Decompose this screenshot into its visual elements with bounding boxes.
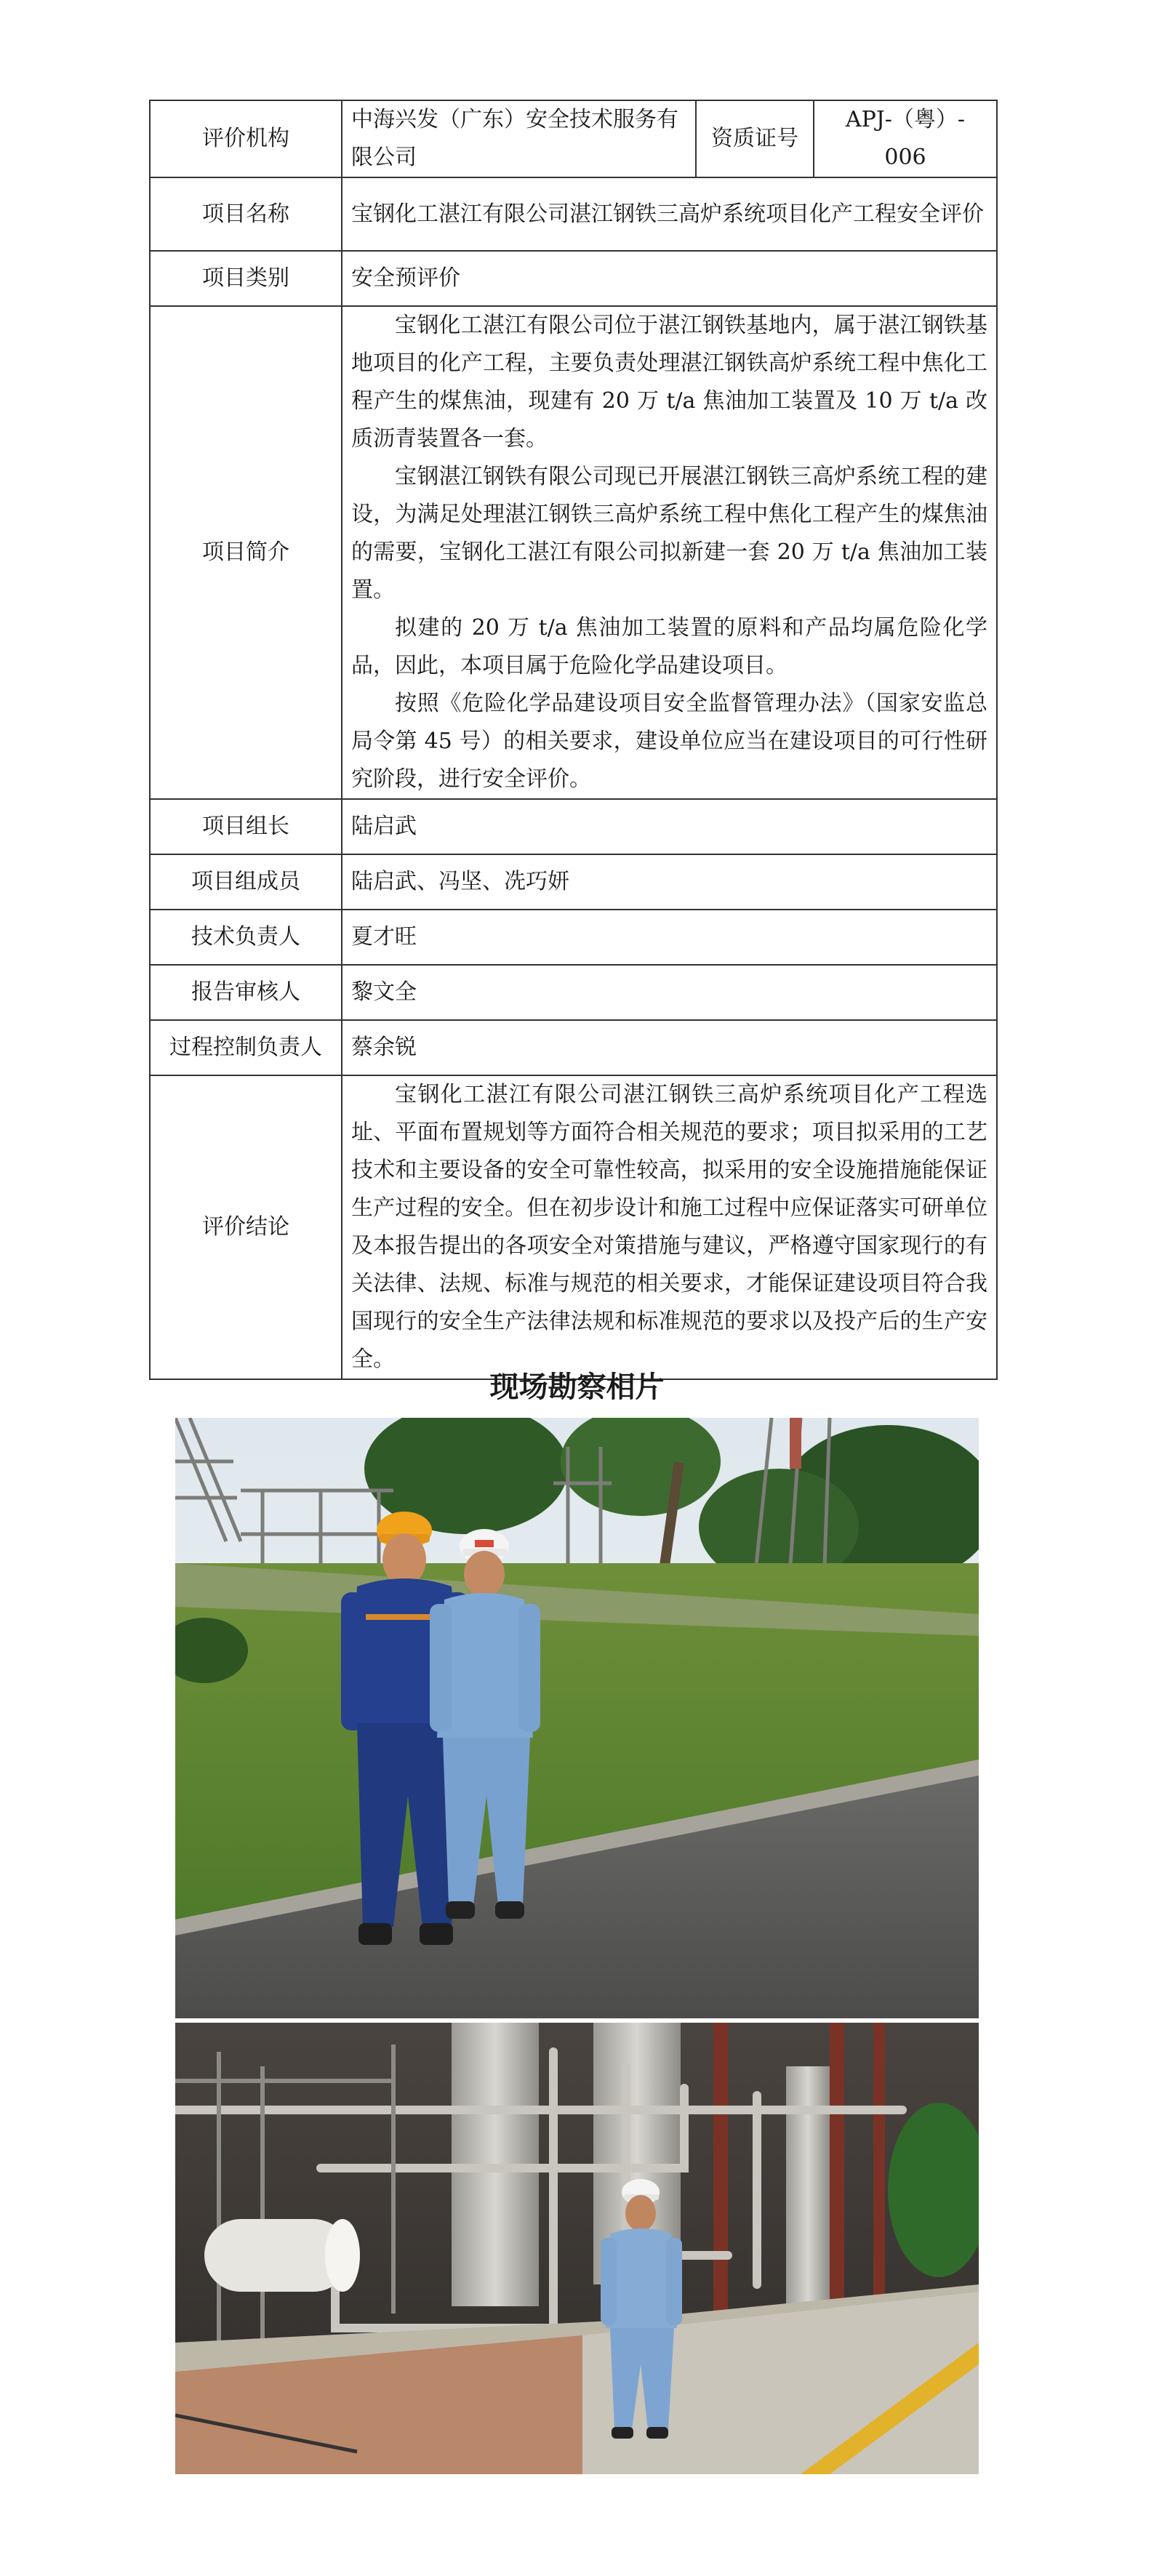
cert-value: APJ-（粤）- 006 [814,100,997,177]
row-project-type [150,251,997,306]
project-type-label: 项目类别 [150,251,342,306]
row-project-intro [150,306,997,799]
row-process-control [150,1020,997,1075]
site-photo-workers-outdoor [175,1418,979,2018]
process-control-value: 蔡余锐 [342,1020,997,1075]
site-photo-worker-plant [175,2023,979,2474]
conclusion-value [342,1075,997,1379]
photos-section-title: 现场勘察相片 [489,1371,665,1404]
row-reviewer [150,965,997,1020]
team-members-label: 项目组成员 [150,854,342,910]
team-members-value: 陆启武、冯坚、冼巧妍 [342,854,997,910]
project-intro-label: 项目简介 [150,306,342,799]
reviewer-label: 报告审核人 [150,965,342,1020]
tech-lead-label: 技术负责人 [150,910,342,965]
intro-paragraph-1: 宝钢化工湛江有限公司位于湛江钢铁基地内，属于湛江钢铁基地项目的化产工程，主要负责处理湛江钢铁高炉系统工程中焦化工程产生的煤焦油，现建有 20 万 t/a 焦油加工装置及 10 万 t/a 改质沥青装置各一套。 [351,313,987,452]
project-intro-value [342,306,997,799]
org-value: 中海兴发（广东）安全技术服务有限公司 [342,100,696,177]
tech-lead-value: 夏才旺 [342,910,997,965]
intro-paragraph-3: 拟建的 20 万 t/a 焦油加工装置的原料和产品均属危险化学品，因此，本项目属于危险化学品建设项目。 [351,615,987,678]
intro-paragraph-4: 按照《危险化学品建设项目安全监督管理办法》（国家安监总局令第 45 号）的相关要求，建设单位应当在建设项目的可行性研究阶段，进行安全评价。 [351,691,987,792]
row-project-name [150,177,997,251]
row-conclusion [150,1075,997,1379]
reviewer-value: 黎文全 [342,965,997,1020]
row-team-members [150,854,997,910]
project-type-value: 安全预评价 [342,251,997,306]
row-org [150,100,997,177]
project-name-label: 项目名称 [150,177,342,251]
intro-paragraph-2: 宝钢湛江钢铁有限公司现已开展湛江钢铁三高炉系统工程的建设，为满足处理湛江钢铁三高炉系统工程中焦化工程产生的煤焦油的需要，宝钢化工湛江有限公司拟新建一套 20 万 t/a 焦油加工装置。 [351,464,987,603]
project-name-value: 宝钢化工湛江有限公司湛江钢铁三高炉系统项目化产工程安全评价 [342,177,997,251]
evaluation-info-table [149,100,998,1380]
row-team-leader [150,799,997,854]
cert-label: 资质证号 [696,100,814,177]
team-leader-value: 陆启武 [342,799,997,854]
row-tech-lead [150,910,997,965]
conclusion-paragraph: 宝钢化工湛江有限公司湛江钢铁三高炉系统项目化产工程选址、平面布置规划等方面符合相关规范的要求；项目拟采用的工艺技术和主要设备的安全可靠性较高，拟采用的安全设施措施能保证生产过程的安全。但在初步设计和施工过程中应保证落实可研单位及本报告提出的各项安全对策措施与建议，严格遵守国家现行的有关法律、法规、标准与规范的相关要求，才能保证建设项目符合我国现行的安全生产法律法规和标准规范的要求以及投产后的生产安全。 [351,1082,987,1372]
team-leader-label: 项目组长 [150,799,342,854]
conclusion-label: 评价结论 [150,1075,342,1379]
org-label: 评价机构 [150,100,342,177]
process-control-label: 过程控制负责人 [150,1020,342,1075]
